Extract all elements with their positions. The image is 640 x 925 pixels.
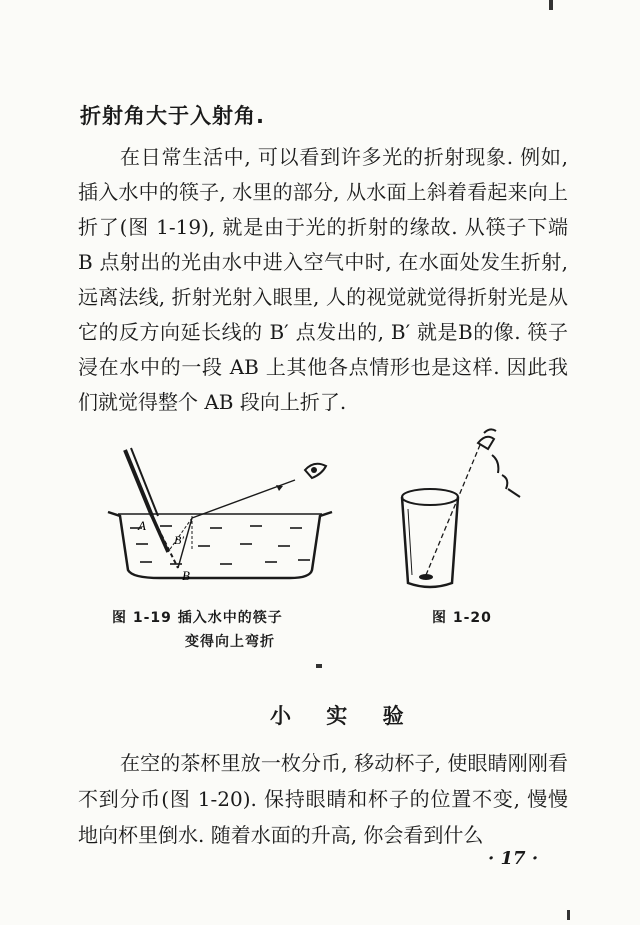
label-b-prime: B′ [174,533,184,547]
figure19-caption-line1: 图 1-19 插入水中的筷子 [112,610,283,626]
figure-cup-experiment [380,425,540,590]
separator-dot [316,664,322,668]
figure-chopstick-in-water [100,440,340,590]
page-number: · 17 · [488,848,539,869]
bottom-mark [567,910,570,920]
label-a: A [138,518,146,533]
figure20-caption: 图 1-20 [432,610,492,626]
body-paragraph-2: 在空的茶杯里放一枚分币, 移动杯子, 使眼睛刚刚看不到分币(图 1-20). 保持眼睛和杯子的位置不变, 慢慢地向杯里倒水. 随着水面的升高, 你会看到什么 [78,751,568,847]
heading: 折射角大于入射角. [80,104,265,128]
figure19-caption-line2: 变得向上弯折 [185,634,275,650]
corner-mark [549,0,553,10]
body-paragraph-1: 在日常生活中, 可以看到许多光的折射现象. 例如, 插入水中的筷子, 水里的部分, 从水面上斜着看起来向上折了(图 1-19), 就是由于光的折射的缘故. 从筷子下端 B 点射出的光由水中进入空气中时, 在水面处发生折射, 远离法线, 折射光射入眼里, 人的视觉就觉得折射光是从它的反方向延长线的 B′ 点发出的, B′ 就是B的像. 筷子浸在水中的一段 AB 上其他各点情形也是这样. 因此我们就觉得整个 AB 段向上折了. [78,145,568,414]
section-title: 小 实 验 [270,704,418,728]
label-b: B [182,568,190,583]
